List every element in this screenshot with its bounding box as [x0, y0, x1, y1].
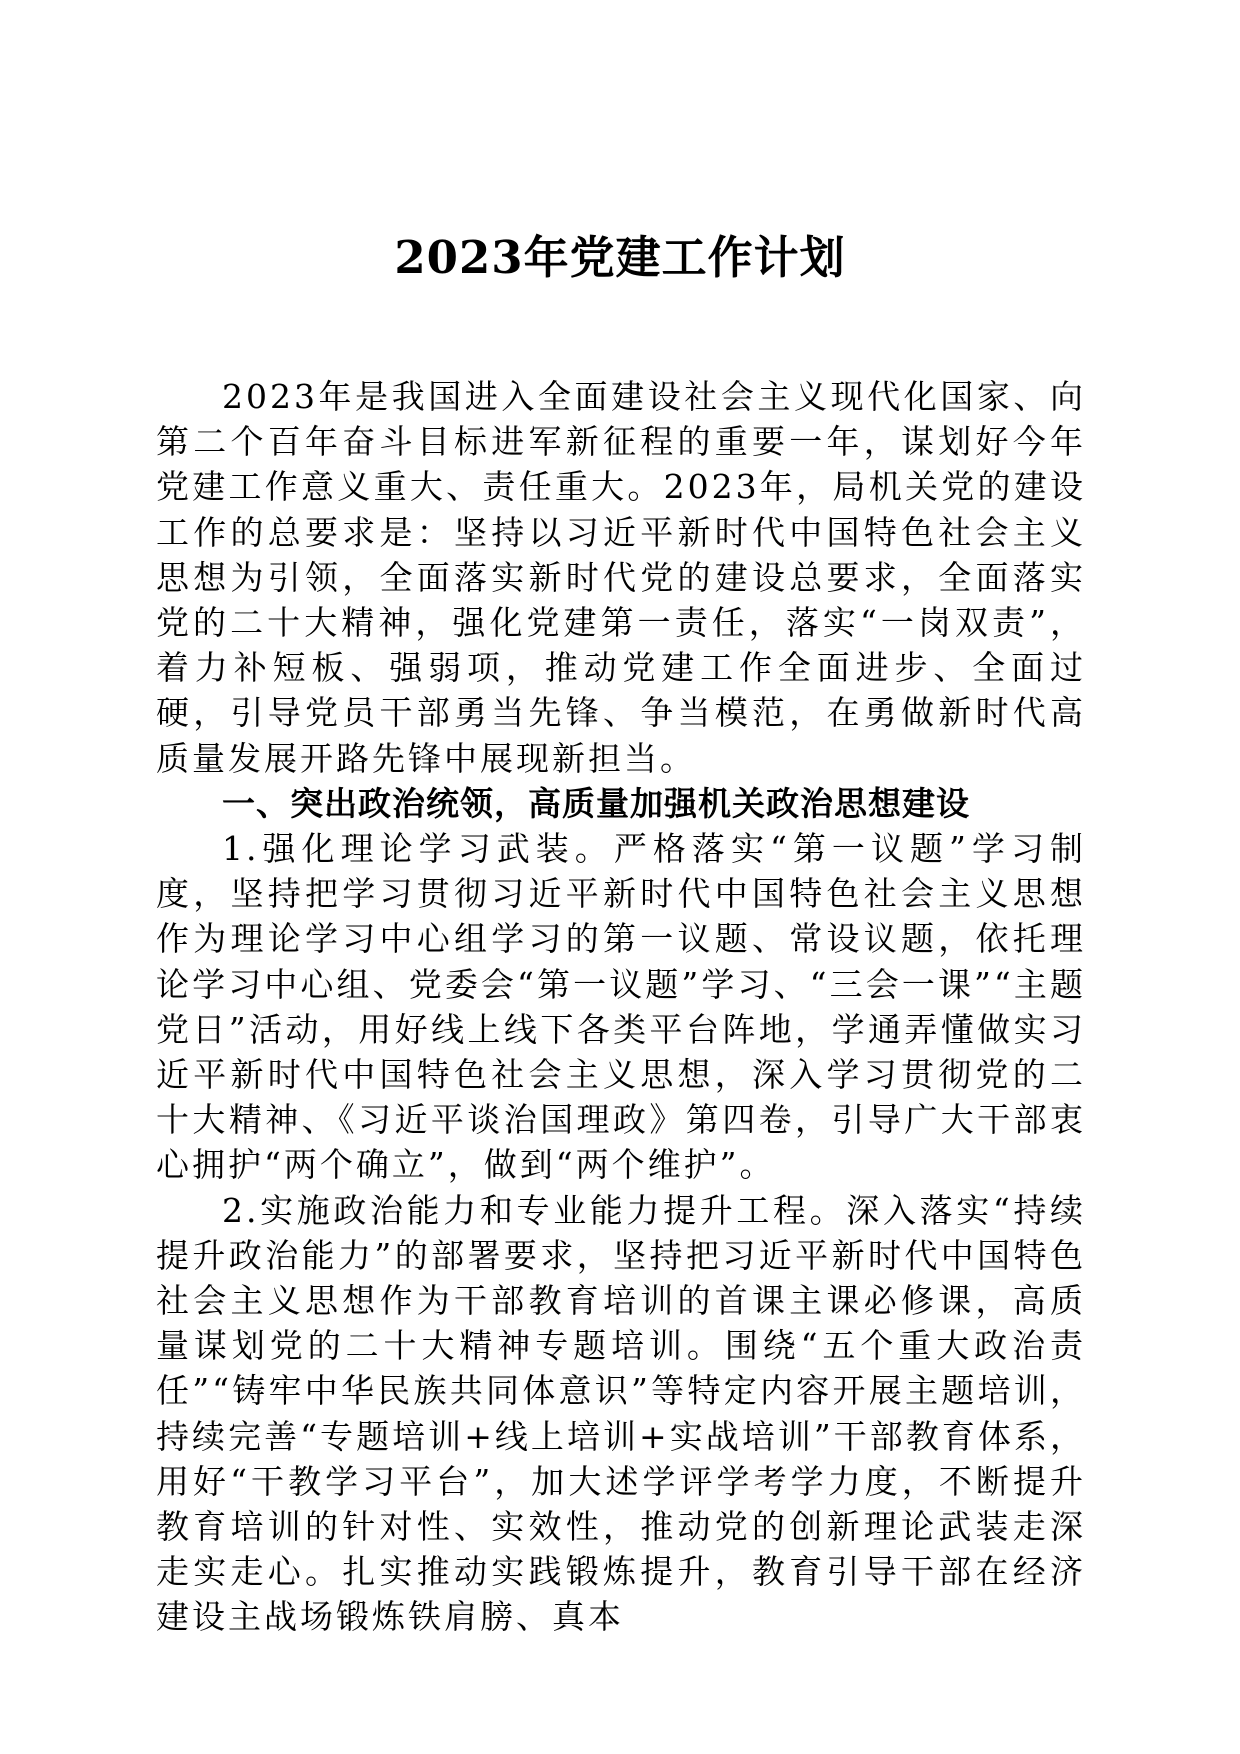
- section-heading-1: 一、突出政治统领，高质量加强机关政治思想建设: [222, 783, 970, 823]
- item-paragraph-1: 1.强化理论学习武装。严格落实“第一议题”学习制度，坚持把学习贯彻习近平新时代中国特色社会主义思想作为理论学习中心组学习的第一议题、常设议题，依托理论学习中心组、党委会“第一议题”学习、“三会一课”“主题党日”活动，用好线上线下各类平台阵地，学通弄懂做实习近平新时代中国特色社会主义思想，深入学习贯彻党的二十大精神、《习近平谈治国理政》第四卷，引导广大干部衷心拥护“两个确立”，做到“两个维护”。: [156, 829, 1086, 1185]
- intro-paragraph: 2023年是我国进入全面建设社会主义现代化国家、向第二个百年奋斗目标进军新征程的重要一年，谋划好今年党建工作意义重大、责任重大。2023年，局机关党的建设工作的总要求是：坚持以习近平新时代中国特色社会主义思想为引领，全面落实新时代党的建设总要求，全面落实党的二十大精神，强化党建第一责任，落实“一岗双责”，着力补短板、强弱项，推动党建工作全面进步、全面过硬，引导党员干部勇当先锋、争当模范，在勇做新时代高质量发展开路先锋中展现新担当。: [156, 377, 1086, 778]
- document-body: [156, 374, 1086, 1640]
- document-title: 2023年党建工作计划: [394, 231, 846, 284]
- item-paragraph-2: 2.实施政治能力和专业能力提升工程。深入落实“持续提升政治能力”的部署要求，坚持把习近平新时代中国特色社会主义思想作为干部教育培训的首课主课必修课，高质量谋划党的二十大精神专题培训。围绕“五个重大政治责任”“铸牢中华民族共同体意识”等特定内容开展主题培训，持续完善“专题培训+线上培训+实战培训”干部教育体系，用好“干教学习平台”，加大述学评学考学力度，不断提升教育培训的针对性、实效性，推动党的创新理论武装走深走实走心。扎实推动实践锻炼提升，教育引导干部在经济建设主战场锻炼铁肩膀、真本: [156, 1190, 1086, 1637]
